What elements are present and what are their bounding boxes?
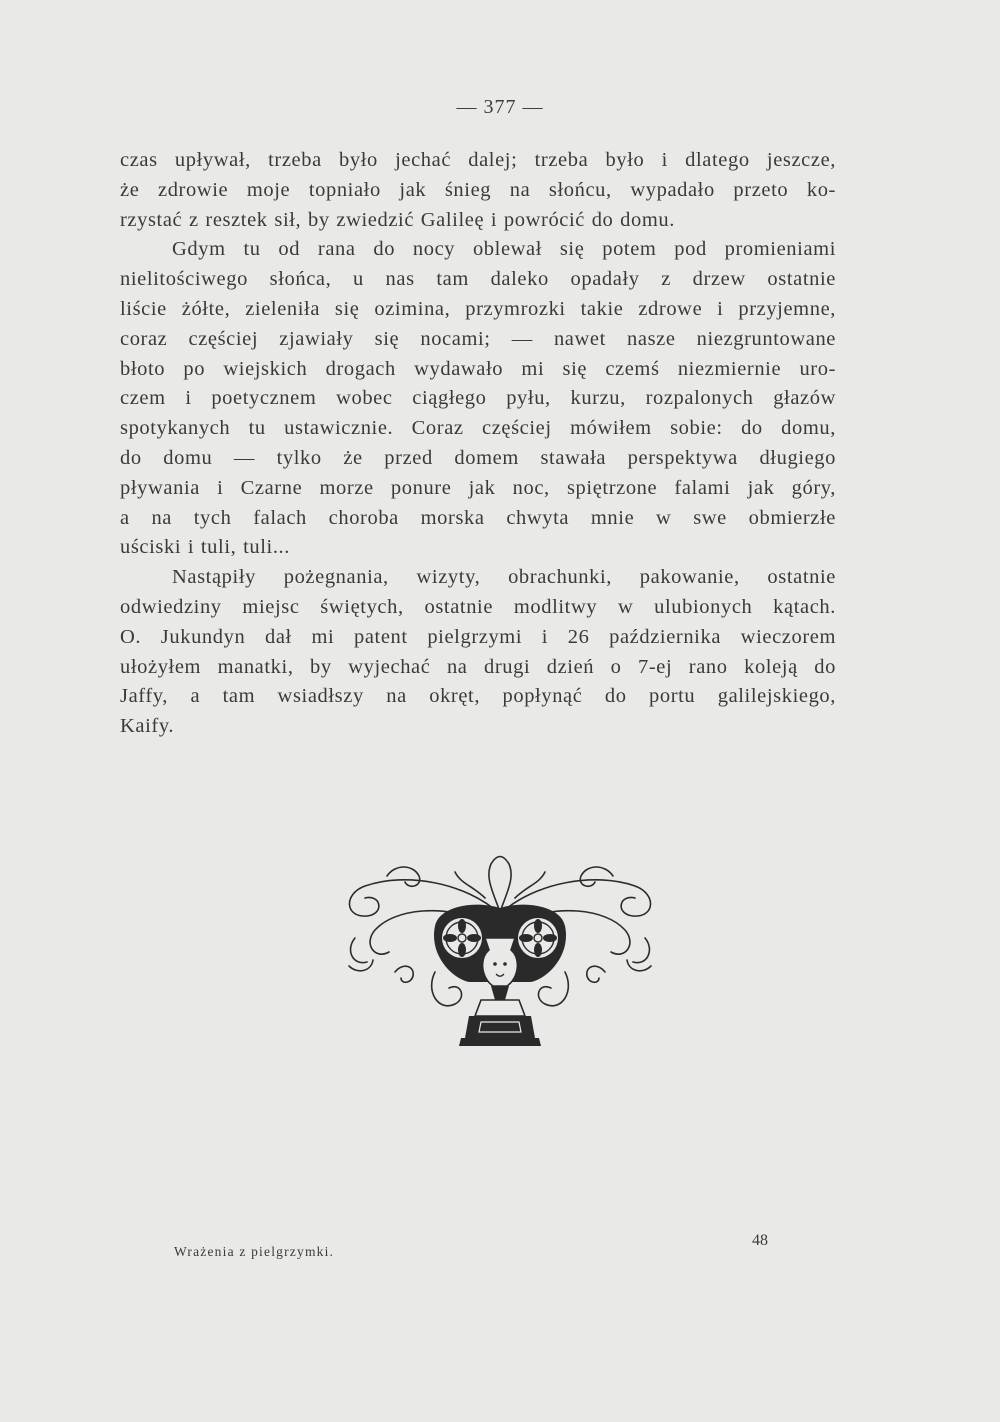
text-line: nielitościwego słońca, u nas tam daleko opadały z drzew ostatnie [120, 268, 836, 291]
body-text [120, 146, 836, 742]
text-line: coraz częściej zjawiały się nocami; — nawet nasze niezgruntowane [120, 327, 836, 350]
text-line: Nastąpiły pożegnania, wizyty, obrachunki, pakowanie, ostatnie [172, 566, 836, 589]
text-line: rzystać z resztek sił, by zwiedzić Galileę i powrócić do domu. [120, 208, 675, 231]
text-line: uściski i tuli, tuli... [120, 536, 290, 559]
text-line: Gdym tu od rana do nocy oblewał się potem pod promieniami [172, 238, 836, 261]
signature-mark: 48 [752, 1232, 768, 1249]
text-line: spotykanych tu ustawicznie. Coraz częściej mówiłem sobie: do domu, [120, 417, 836, 440]
text-line: Kaify. [120, 715, 175, 738]
page-number: — 377 — [456, 96, 544, 118]
text-line: a na tych falach choroba morska chwyta mnie w swe obmierzłe [120, 506, 836, 529]
text-line: odwiedziny miejsc świętych, ostatnie modlitwy w ulubionych kątach. [120, 595, 836, 618]
running-footer-title: Wrażenia z pielgrzymki. [174, 1244, 335, 1259]
text-line: pływania i Czarne morze ponure jak noc, spiętrzone falami jak góry, [120, 476, 836, 499]
text-line: czem i poetycznem wobec ciągłego pyłu, kurzu, rozpalonych głazów [120, 387, 836, 410]
text-line: do domu — tylko że przed domem stawała perspektywa długiego [120, 446, 836, 469]
text-line: O. Jukundyn dał mi patent pielgrzymi i 26 października wieczorem [120, 625, 836, 648]
text-line: czas upływał, trzeba było jechać dalej; trzeba było i dlatego jeszcze, [120, 149, 836, 171]
text-line: błoto po wiejskich drogach wydawało mi się czemś niezmiernie uro- [120, 357, 836, 380]
text-line: że zdrowie moje topniało jak śnieg na słońcu, wypadało przeto ko- [120, 178, 836, 201]
text-line: liście żółte, zieleniła się ozimina, przymrozki takie zdrowe i przyjemne, [120, 297, 836, 320]
decorative-vignette [335, 842, 665, 1064]
text-line: ułożyłem manatki, by wyjechać na drugi dzień o 7-ej rano koleją do [120, 655, 836, 678]
text-line: Jaffy, a tam wsiadłszy na okręt, popłynąć do portu galilejskiego, [120, 685, 836, 708]
